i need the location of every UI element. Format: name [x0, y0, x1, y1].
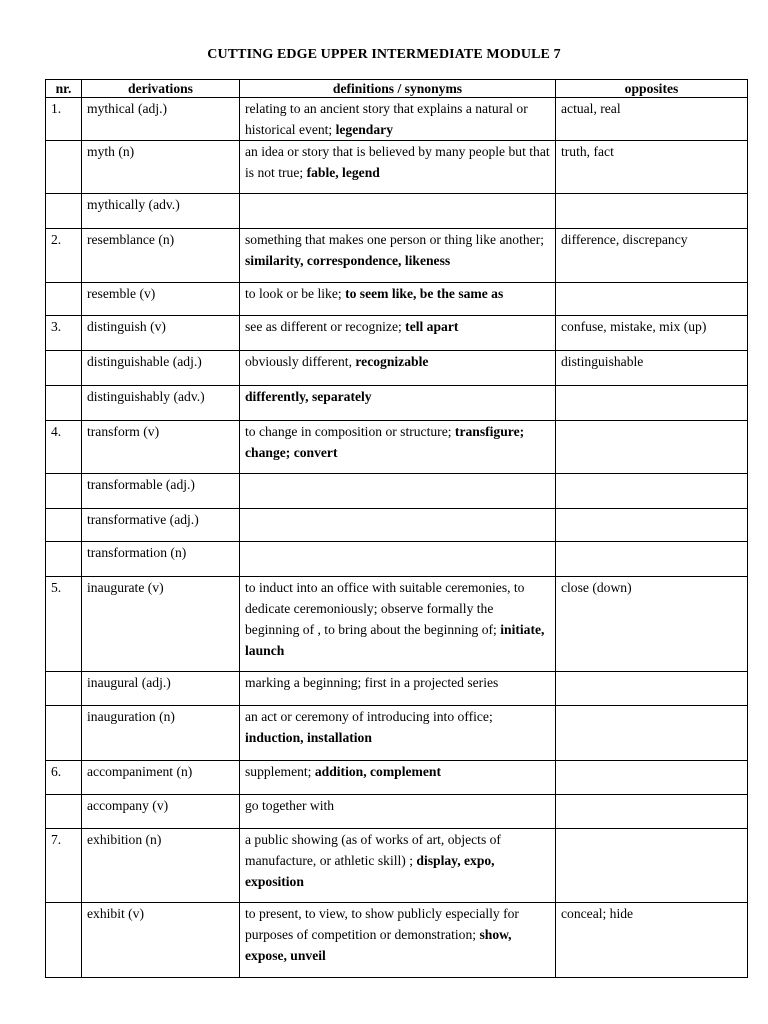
opposites-cell — [556, 421, 748, 474]
opposites-cell: confuse, mistake, mix (up) — [556, 316, 748, 351]
synonyms-text: tell apart — [405, 319, 459, 334]
definition-text: to present, to view, to show publicly especially for purposes of competition or demonstration; — [245, 906, 519, 942]
definition-cell — [240, 509, 556, 542]
derivation-word: transformative (adj.) — [82, 509, 240, 542]
row-number — [46, 351, 82, 386]
page-title: CUTTING EDGE UPPER INTERMEDIATE MODULE 7 — [207, 47, 561, 62]
synonyms-text: similarity, correspondence, likeness — [245, 253, 451, 268]
table-row — [46, 283, 748, 316]
synonyms-text: fable, legend — [306, 165, 380, 180]
derivation-word: distinguishably (adv.) — [82, 386, 240, 421]
definition-text: an idea or story that is believed by many people but that is not true; — [245, 144, 550, 180]
table-row — [46, 141, 748, 194]
opposites-cell — [556, 386, 748, 421]
definition-cell — [240, 903, 556, 978]
row-number — [46, 509, 82, 542]
definition-text: see as different or recognize; — [245, 319, 402, 334]
definition-cell — [240, 672, 556, 706]
definition-text: to induct into an office with suitable ceremonies, to dedicate ceremoniously; observe formally the beginning of , to bring about the beginning of; — [245, 580, 525, 637]
opposites-cell: actual, real — [556, 98, 748, 141]
synonyms-text: legendary — [335, 122, 393, 137]
definition-cell — [240, 706, 556, 761]
opposites-cell: difference, discrepancy — [556, 229, 748, 283]
row-number: 1. — [46, 98, 82, 141]
derivation-word: resemble (v) — [82, 283, 240, 316]
opposites-cell: conceal; hide — [556, 903, 748, 978]
synonyms-text: display, expo, exposition — [245, 853, 495, 889]
vocabulary-table — [45, 79, 748, 978]
row-number — [46, 474, 82, 509]
row-number — [46, 672, 82, 706]
table-row — [46, 316, 748, 351]
row-number — [46, 542, 82, 577]
opposites-cell — [556, 509, 748, 542]
derivation-word: resemblance (n) — [82, 229, 240, 283]
definition-text: marking a beginning; first in a projected series — [245, 675, 499, 690]
definition-cell — [240, 761, 556, 795]
definition-text: to look or be like; — [245, 286, 342, 301]
definition-text: something that makes one person or thing like another; — [245, 232, 544, 247]
opposites-cell — [556, 474, 748, 509]
table-row — [46, 421, 748, 474]
derivation-word: inaugurate (v) — [82, 577, 240, 672]
opposites-cell — [556, 761, 748, 795]
row-number: 2. — [46, 229, 82, 283]
derivation-word: accompaniment (n) — [82, 761, 240, 795]
opposites-cell: close (down) — [556, 577, 748, 672]
header-nr: nr. — [46, 80, 82, 98]
table-row — [46, 229, 748, 283]
synonyms-text: transfigure; change; convert — [245, 424, 525, 460]
opposites-cell — [556, 283, 748, 316]
definition-cell — [240, 542, 556, 577]
synonyms-text: show, expose, unveil — [245, 927, 512, 963]
derivation-word: inaugural (adj.) — [82, 672, 240, 706]
derivation-word: transform (v) — [82, 421, 240, 474]
opposites-cell — [556, 672, 748, 706]
definition-cell — [240, 795, 556, 829]
definition-cell — [240, 283, 556, 316]
definition-text: an act or ceremony of introducing into office; — [245, 709, 493, 724]
table-row — [46, 98, 748, 141]
table-row — [46, 672, 748, 706]
derivation-word: distinguishable (adj.) — [82, 351, 240, 386]
definition-cell — [240, 386, 556, 421]
table-row — [46, 386, 748, 421]
table-row — [46, 474, 748, 509]
opposites-cell — [556, 795, 748, 829]
row-number — [46, 386, 82, 421]
synonyms-text: initiate, launch — [245, 622, 545, 658]
table-header-row — [46, 80, 748, 98]
definition-cell — [240, 577, 556, 672]
opposites-cell — [556, 194, 748, 229]
derivation-word: transformable (adj.) — [82, 474, 240, 509]
table-row — [46, 903, 748, 978]
table-row — [46, 795, 748, 829]
header-definitions: definitions / synonyms — [240, 80, 556, 98]
definition-cell — [240, 421, 556, 474]
derivation-word: exhibition (n) — [82, 829, 240, 903]
derivation-word: myth (n) — [82, 141, 240, 194]
synonyms-text: differently, separately — [245, 389, 372, 404]
row-number — [46, 903, 82, 978]
definition-cell — [240, 829, 556, 903]
opposites-cell — [556, 829, 748, 903]
definition-cell — [240, 229, 556, 283]
row-number: 5. — [46, 577, 82, 672]
synonyms-text: induction, installation — [245, 730, 372, 745]
synonyms-text: to seem like, be the same as — [345, 286, 504, 301]
definition-cell — [240, 316, 556, 351]
row-number — [46, 706, 82, 761]
table-row — [46, 577, 748, 672]
definition-text: relating to an ancient story that explains a natural or historical event; — [245, 101, 528, 137]
derivation-word: accompany (v) — [82, 795, 240, 829]
table-row — [46, 761, 748, 795]
table-row — [46, 194, 748, 229]
table-row — [46, 829, 748, 903]
row-number — [46, 194, 82, 229]
row-number: 3. — [46, 316, 82, 351]
definition-cell — [240, 474, 556, 509]
derivation-word: mythical (adj.) — [82, 98, 240, 141]
opposites-cell: distinguishable — [556, 351, 748, 386]
definition-cell — [240, 98, 556, 141]
definition-text: to change in composition or structure; — [245, 424, 452, 439]
synonyms-text: addition, complement — [314, 764, 441, 779]
derivation-word: transformation (n) — [82, 542, 240, 577]
table-row — [46, 706, 748, 761]
opposites-cell — [556, 706, 748, 761]
definition-cell — [240, 194, 556, 229]
table-row — [46, 509, 748, 542]
table-row — [46, 542, 748, 577]
definition-text: obviously different, — [245, 354, 352, 369]
header-derivations: derivations — [82, 80, 240, 98]
table-row — [46, 351, 748, 386]
definition-text: supplement; — [245, 764, 312, 779]
derivation-word: inauguration (n) — [82, 706, 240, 761]
row-number — [46, 795, 82, 829]
opposites-cell — [556, 542, 748, 577]
row-number: 4. — [46, 421, 82, 474]
derivation-word: distinguish (v) — [82, 316, 240, 351]
definition-text: go together with — [245, 798, 335, 813]
derivation-word: exhibit (v) — [82, 903, 240, 978]
header-opposites: opposites — [556, 80, 748, 98]
definition-cell — [240, 351, 556, 386]
synonyms-text: recognizable — [355, 354, 429, 369]
row-number — [46, 283, 82, 316]
row-number: 6. — [46, 761, 82, 795]
opposites-cell: truth, fact — [556, 141, 748, 194]
definition-text: a public showing (as of works of art, objects of manufacture, or athletic skill) ; — [245, 832, 501, 868]
row-number: 7. — [46, 829, 82, 903]
derivation-word: mythically (adv.) — [82, 194, 240, 229]
definition-cell — [240, 141, 556, 194]
row-number — [46, 141, 82, 194]
